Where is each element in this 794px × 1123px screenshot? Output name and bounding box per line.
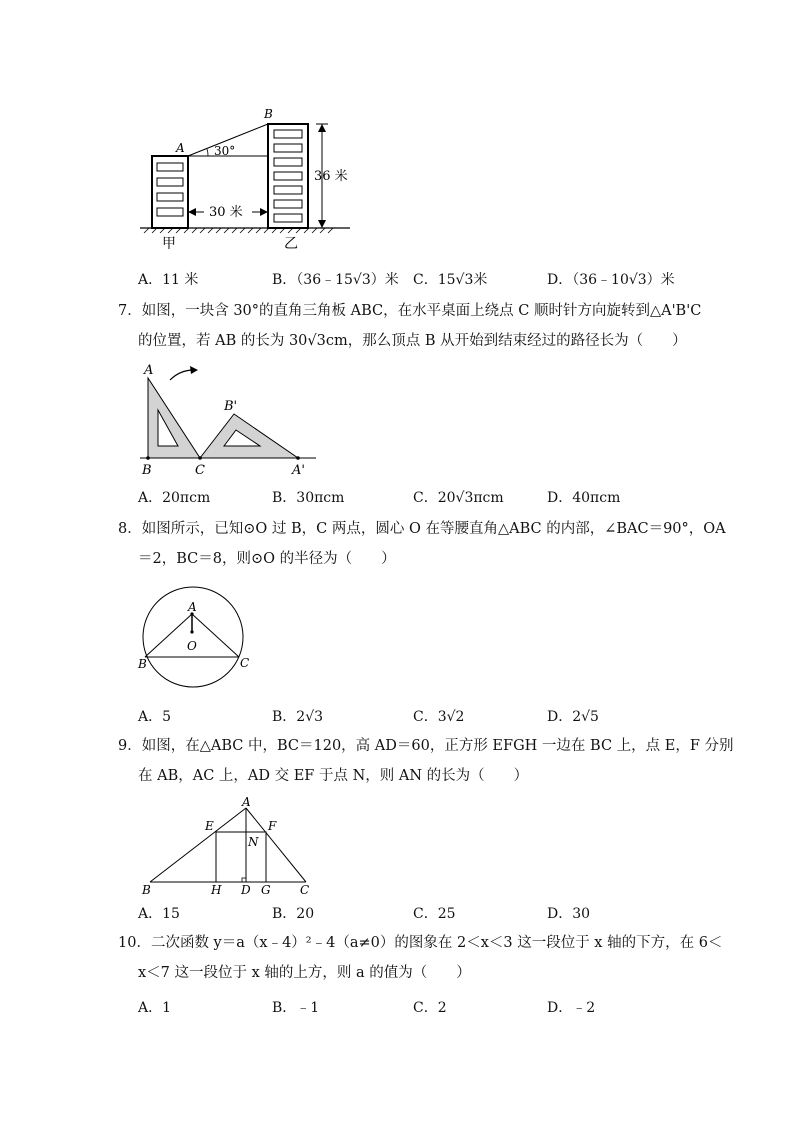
q9-stem-line2: 在 AB，AC 上，AD 交 EF 于点 N，则 AN 的长为（ ）: [138, 768, 529, 784]
q10-options: [138, 997, 658, 1017]
q7-option-b[interactable]: B．30πcm: [272, 490, 345, 506]
q6-label-B: B: [264, 107, 273, 121]
q7-figure: [138, 360, 328, 478]
q6-option-b[interactable]: B．（36﹣15√3）米: [272, 272, 399, 288]
q8-label-B: B: [138, 657, 147, 671]
q9-label-C: C: [300, 883, 310, 897]
q8-option-d[interactable]: D．2√5: [547, 709, 599, 725]
q6-option-a[interactable]: A．11 米: [138, 272, 199, 288]
q8-label-A: A: [188, 600, 197, 614]
q10-option-c[interactable]: C．2: [413, 1000, 447, 1016]
q7-label-C: C: [195, 463, 205, 478]
q8-option-b[interactable]: B．2√3: [272, 709, 324, 725]
q7-label-A: A: [144, 363, 154, 378]
q7-stem-line1: 7．如图，一块含 30°的直角三角板 ABC，在水平桌面上绕点 C 顺时针方向旋转到△A'B'C: [118, 303, 702, 319]
q8-option-c[interactable]: C．3√2: [413, 709, 465, 725]
q9-options: [138, 903, 658, 923]
q7-label-A-prime: A': [292, 463, 305, 478]
q9-label-F: F: [268, 819, 277, 833]
q9-label-E: E: [205, 819, 214, 833]
q10-stem-line1: 10．二次函数 y＝a（x﹣4）²﹣4（a≠0）的图象在 2＜x＜3 这一段位于 x 轴的下方，在 6＜: [118, 935, 723, 951]
q6-distance-label: 30 米: [209, 205, 243, 220]
q9-label-A: A: [242, 795, 251, 809]
q7-label-B-prime: B': [224, 399, 238, 414]
q7-option-a[interactable]: A．20πcm: [138, 490, 211, 506]
q6-option-d[interactable]: D．（36﹣10√3）米: [547, 272, 675, 288]
q8-label-C: C: [240, 656, 250, 670]
q6-figure: [140, 100, 360, 260]
q6-height-label: 36 米: [314, 169, 348, 184]
q6-angle-label: 30°: [214, 144, 236, 158]
q8-options: [138, 706, 658, 726]
q7-label-B: B: [142, 463, 152, 478]
q6-building-right-label: 乙: [284, 236, 298, 252]
q7-option-d[interactable]: D．40πcm: [547, 490, 621, 506]
q9-stem-line1: 9．如图，在△ABC 中，BC＝120，高 AD＝60，正方形 EFGH 一边在 BC 上，点 E，F 分别: [118, 738, 734, 754]
q8-option-a[interactable]: A．5: [138, 709, 172, 725]
q9-label-H: H: [211, 883, 222, 897]
q9-label-D: D: [241, 883, 251, 897]
q6-label-A: A: [176, 141, 185, 155]
q6-options: [138, 269, 675, 289]
q8-figure: [136, 584, 256, 694]
q9-option-a[interactable]: A．15: [138, 906, 180, 922]
q10-option-d[interactable]: D．﹣2: [547, 1000, 596, 1016]
q8-stem-line2: ＝2，BC＝8，则⊙O 的半径为（ ）: [138, 551, 396, 567]
q9-label-B: B: [142, 883, 151, 897]
q9-label-N: N: [248, 835, 259, 849]
q10-option-b[interactable]: B．﹣1: [272, 1000, 320, 1016]
q7-options: [138, 487, 658, 507]
q9-figure: [138, 794, 318, 898]
q6-option-c[interactable]: C．15√3米: [413, 272, 488, 288]
q8-stem-line1: 8．如图所示，已知⊙O 过 B，C 两点，圆心 O 在等腰直角△ABC 的内部，∠BAC＝90°，OA: [118, 521, 726, 537]
q9-option-c[interactable]: C．25: [413, 906, 456, 922]
q10-stem-line2: x＜7 这一段位于 x 轴的上方，则 a 的值为（ ）: [138, 965, 471, 981]
q9-label-G: G: [261, 883, 271, 897]
q6-building-left-label: 甲: [162, 236, 176, 252]
q8-label-O: O: [187, 639, 197, 653]
q9-option-d[interactable]: D．30: [547, 906, 591, 922]
q7-option-c[interactable]: C．20√3πcm: [413, 490, 504, 506]
q7-stem-line2: 的位置，若 AB 的长为 30√3cm，那么顶点 B 从开始到结束经过的路径长为（ ）: [138, 333, 687, 349]
q10-option-a[interactable]: A．1: [138, 1000, 172, 1016]
q9-option-b[interactable]: B．20: [272, 906, 315, 922]
